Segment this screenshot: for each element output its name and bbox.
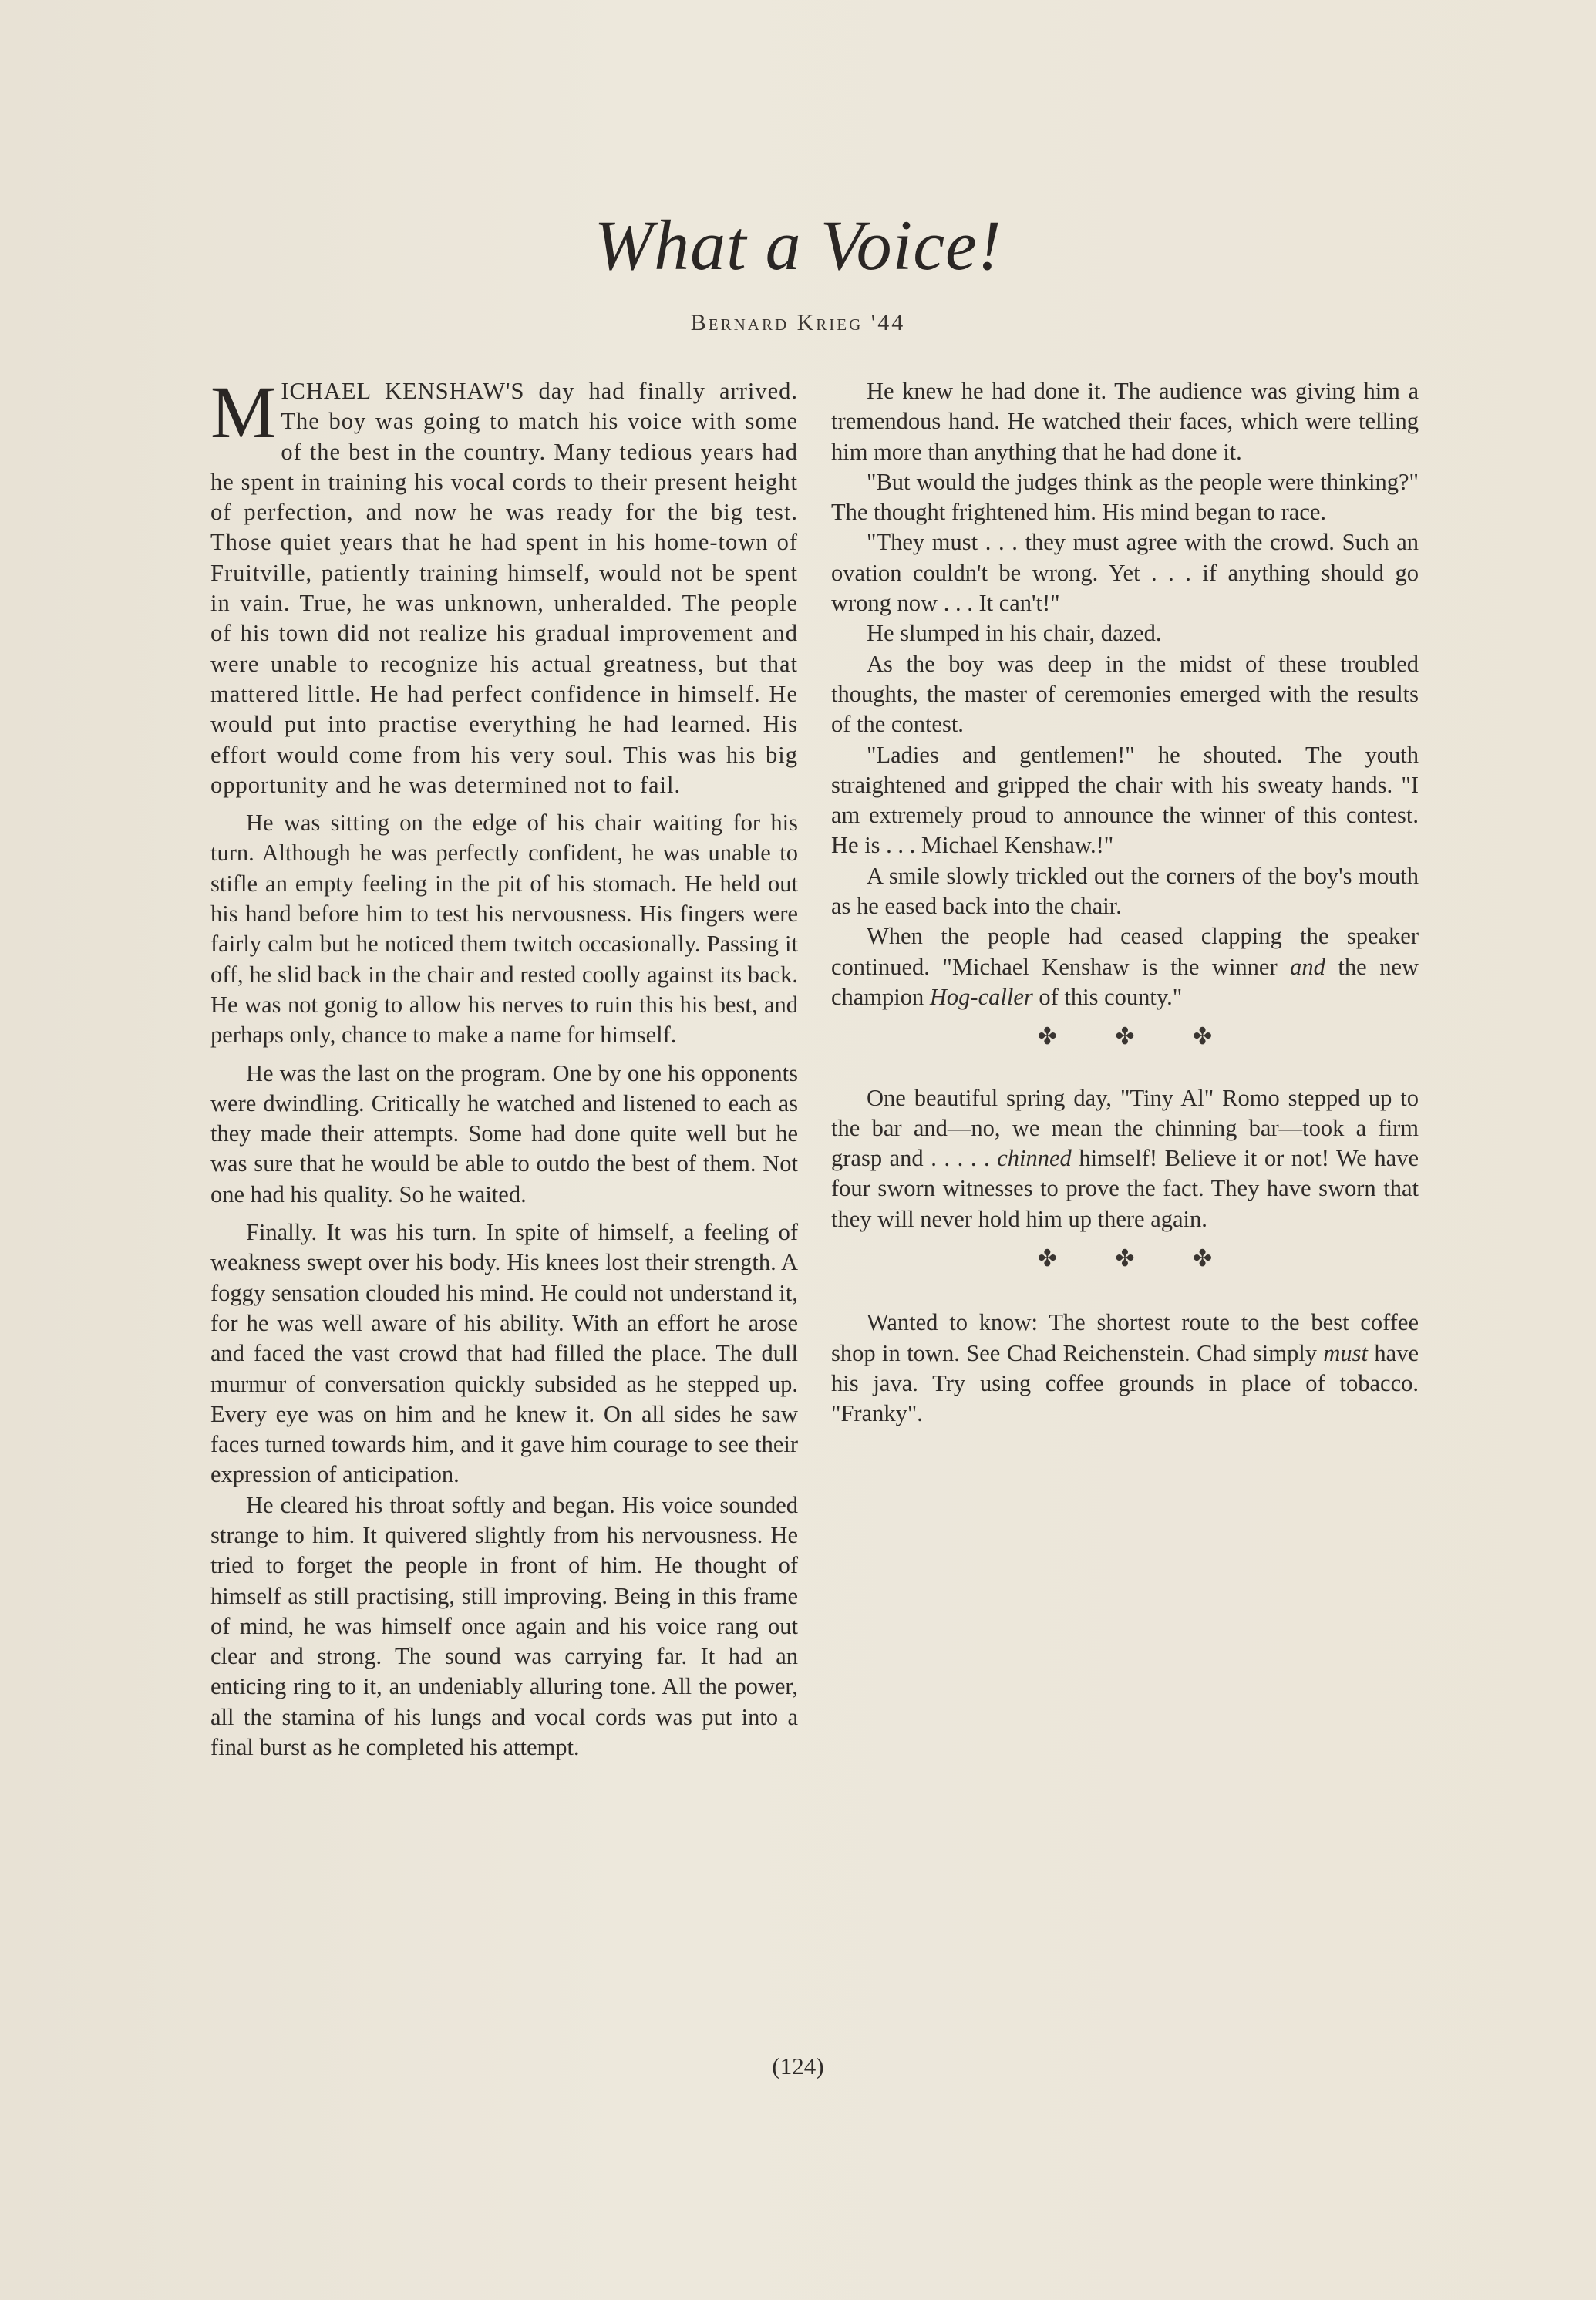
- story-paragraph: [210, 371, 798, 800]
- italic-text: chinned: [997, 1145, 1072, 1172]
- italic-text: must: [1323, 1339, 1368, 1366]
- story-paragraph: He was sitting on the edge of his chair waiting for his turn. Although he was perfectly confident, he was unable to stifle an empty feeling in the pit of his stomach. He held out his hand before him to test his nervousness. His fingers were fairly calm but he noticed them twitch occasionally. Passing it off, he slid back in the chair and rested coolly against its back. He was not gonig to allow his nerves to ruin this his best, and perhaps only, chance to make a name for himself.: [210, 810, 798, 1049]
- text-run: When the people had ceased clapping the speaker continued. "Michael Kenshaw is the winner: [831, 923, 1419, 980]
- text-run: Wanted to know: The shortest route to the best coffee shop in town. See Chad Reichenstein. Chad simply: [831, 1309, 1419, 1366]
- story-paragraph: "But would the judges think as the people were thinking?" The thought frightened him. His mind began to race.: [831, 468, 1419, 526]
- section-ornament: ✤ ✤ ✤: [1037, 1024, 1239, 1050]
- opening-text: ICHAEL KENSHAW'S day had finally arrived. The boy was going to match his voice with some of the best in the country. Many tedious years had he spent in training his vocal cords to their present height of perfection, and now he was ready for the big test. Those quiet years that he had spent in his home-town of Fruitville, patiently training himself, would not be spent in vain. True, he was unknown, unheralded. The people of his town did not realize his gradual improvement and were unable to recognize his actual greatness, but that mattered little. He had perfect confidence in himself. He would put into practise everything he had learned. His effort would come from his very soul. This was his big opportunity and he was determined not to fail.: [210, 378, 798, 798]
- italic-text: Hog-caller: [929, 983, 1033, 1010]
- note-paragraph: [831, 1308, 1419, 1429]
- story-paragraph: He knew he had done it. The audience was giving him a tremendous hand. He watched their faces, which were telling him more than anything that he had done it.: [831, 378, 1419, 465]
- story-paragraph: He cleared his throat softly and began. His voice sounded strange to him. It quivered slightly from his nervousness. He tried to forget the people in front of him. He thought of himself as still practising, still improving. Being in this frame of mind, he was himself once again and his voice rang out clear and strong. The sound was carrying far. It had an enticing ring to it, an undeniably alluring tone. All the power, all the stamina of his lungs and vocal cords was put into a final burst as he completed his attempt.: [210, 1491, 798, 1761]
- story-paragraph: [831, 921, 1419, 1012]
- story-paragraph: As the boy was deep in the midst of these troubled thoughts, the master of ceremonies emerged with the results of the contest.: [831, 650, 1419, 738]
- article-title: What a Voice!: [594, 206, 1002, 285]
- story-paragraph: He was the last on the program. One by one his opponents were dwindling. Critically he watched and listened to each as they made their attempts. Some had done quite well but he was sure that he would be able to outdo the best of them. Not one had his quality. So he waited.: [210, 1059, 798, 1207]
- text-run: of this county.": [1032, 983, 1183, 1010]
- text-run: the new champion: [831, 953, 1419, 1010]
- author-byline: Bernard Krieg '44: [690, 310, 906, 335]
- note-paragraph: [831, 1083, 1419, 1234]
- section-ornament: ✤ ✤ ✤: [1037, 1246, 1239, 1272]
- italic-text: and: [1290, 953, 1325, 980]
- story-paragraph: "Ladies and gentlemen!" he shouted. The youth straightened and gripped the chair with his sweaty hands. "I am extremely proud to announce the winner of this contest. He is . . . Michael Kenshaw.!": [831, 741, 1419, 859]
- story-paragraph: Finally. It was his turn. In spite of himself, a feeling of weakness swept over his body. His knees lost their strength. A foggy sensation clouded his mind. He could not understand it, for he was well aware of his ability. With an effort he arose and faced the vast crowd that had filled the place. The dull murmur of conversation quickly subsided as he stepped up. Every eye was on him and he knew it. On all sides he saw faces turned towards him, and it gave him courage to see their expression of anticipation.: [210, 1219, 798, 1488]
- text-run: One beautiful spring day, "Tiny Al" Romo stepped up to the bar and—no, we mean the chinning bar—took a firm grasp and . . . . .: [831, 1084, 1419, 1172]
- text-run: have his java. Try using coffee grounds in place of tobacco. "Franky".: [831, 1339, 1419, 1427]
- story-paragraph: "They must . . . they must agree with the crowd. Such an ovation couldn't be wrong. Yet . . . if anything should go wrong now . . . It can't!": [831, 529, 1419, 617]
- story-paragraph: He slumped in his chair, dazed.: [867, 620, 1162, 647]
- story-paragraph: A smile slowly trickled out the corners of the boy's mouth as he eased back into the chair.: [831, 862, 1419, 920]
- page-number: (124): [772, 2052, 824, 2079]
- left-column: [210, 371, 798, 1763]
- text-run: himself! Believe it or not! We have four sworn witnesses to prove the fact. They have sworn that they will never hold him up there again.: [831, 1145, 1419, 1232]
- right-column: [831, 376, 1419, 1430]
- drop-cap: M: [210, 371, 277, 453]
